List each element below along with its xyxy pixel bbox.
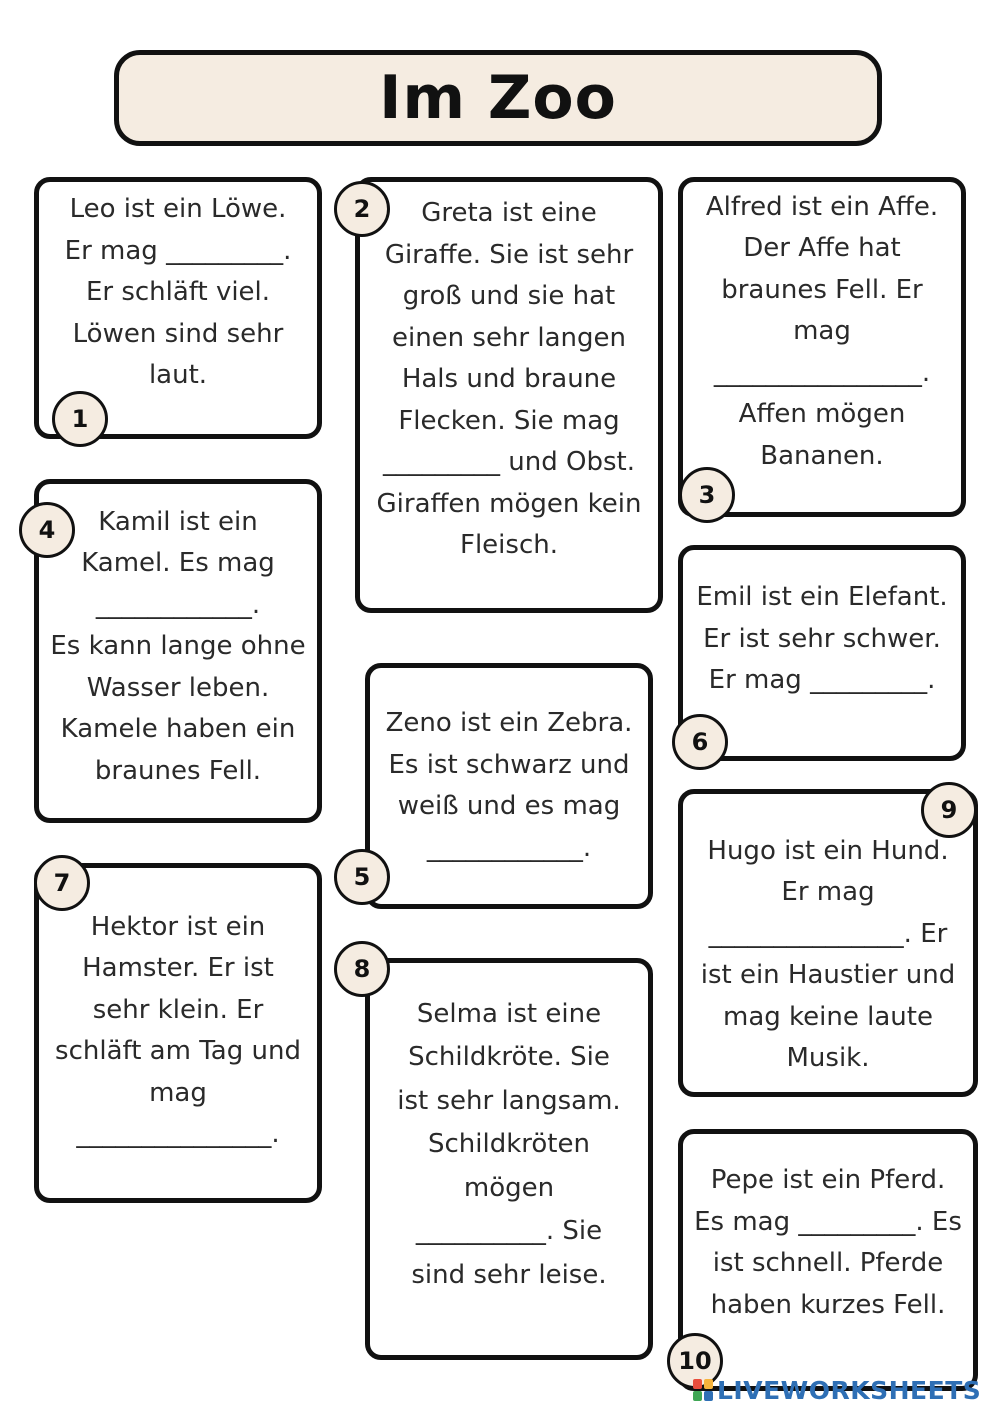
card-4-text: Kamil ist ein Kamel. Es mag ____________. Es kann lange ohne Wasser leben. Kamele haben ein braunes Fell. — [50, 506, 306, 786]
card-8 — [365, 958, 653, 1360]
liveworksheets-logo-icon — [693, 1379, 713, 1401]
card-5-text: Zeno ist ein Zebra. Es ist schwarz und weiß und es mag ____________. — [385, 708, 633, 863]
title-banner — [114, 50, 882, 146]
badge-2: 2 — [334, 181, 390, 237]
badge-8: 8 — [334, 941, 390, 997]
card-9 — [678, 789, 978, 1097]
card-7-text: Hektor ist ein Hamster. Er ist sehr klein. Er schläft am Tag und mag _______________. — [55, 911, 301, 1149]
card-1-text: Leo ist ein Löwe. Er mag _________. Er schläft viel. Löwen sind sehr laut. — [64, 194, 292, 391]
card-10 — [678, 1129, 978, 1391]
badge-5: 5 — [334, 849, 390, 905]
card-9-text: Hugo ist ein Hund. Er mag _______________. Er ist ein Haustier und mag keine laute Musik. — [700, 835, 956, 1073]
page-title: Im Zoo — [379, 63, 617, 133]
liveworksheets-logo — [693, 1375, 993, 1405]
card-3-text: Alfred ist ein Affe. Der Affe hat braunes Fell. Er mag ________________. Affen mögen Bananen. — [705, 191, 939, 471]
watermark-text: LIVEWORKSHEETS — [717, 1375, 982, 1405]
card-6-text: Emil ist ein Elefant. Er ist sehr schwer. Er mag _________. — [696, 582, 948, 696]
card-2 — [355, 177, 663, 613]
badge-6: 6 — [672, 714, 728, 770]
badge-10: 10 — [667, 1333, 723, 1389]
card-4 — [34, 479, 322, 823]
badge-1: 1 — [52, 391, 108, 447]
card-3 — [678, 177, 966, 517]
badge-4: 4 — [19, 502, 75, 558]
card-8-text: Selma ist eine Schildkröte. Sie ist sehr langsam. Schildkröten mögen __________. Sie sind sehr leise. — [397, 998, 621, 1290]
card-2-text: Greta ist eine Giraffe. Sie ist sehr groß und sie hat einen sehr langen Hals und braune Flecken. Sie mag _________ und Obst. Giraffen mögen kein Fleisch. — [376, 198, 642, 561]
card-10-text: Pepe ist ein Pferd. Es mag _________. Es ist schnell. Pferde haben kurzes Fell. — [694, 1165, 962, 1320]
badge-9: 9 — [921, 782, 977, 838]
badge-3: 3 — [679, 467, 735, 523]
badge-7: 7 — [34, 855, 90, 911]
card-7 — [34, 863, 322, 1203]
card-5 — [365, 663, 653, 909]
